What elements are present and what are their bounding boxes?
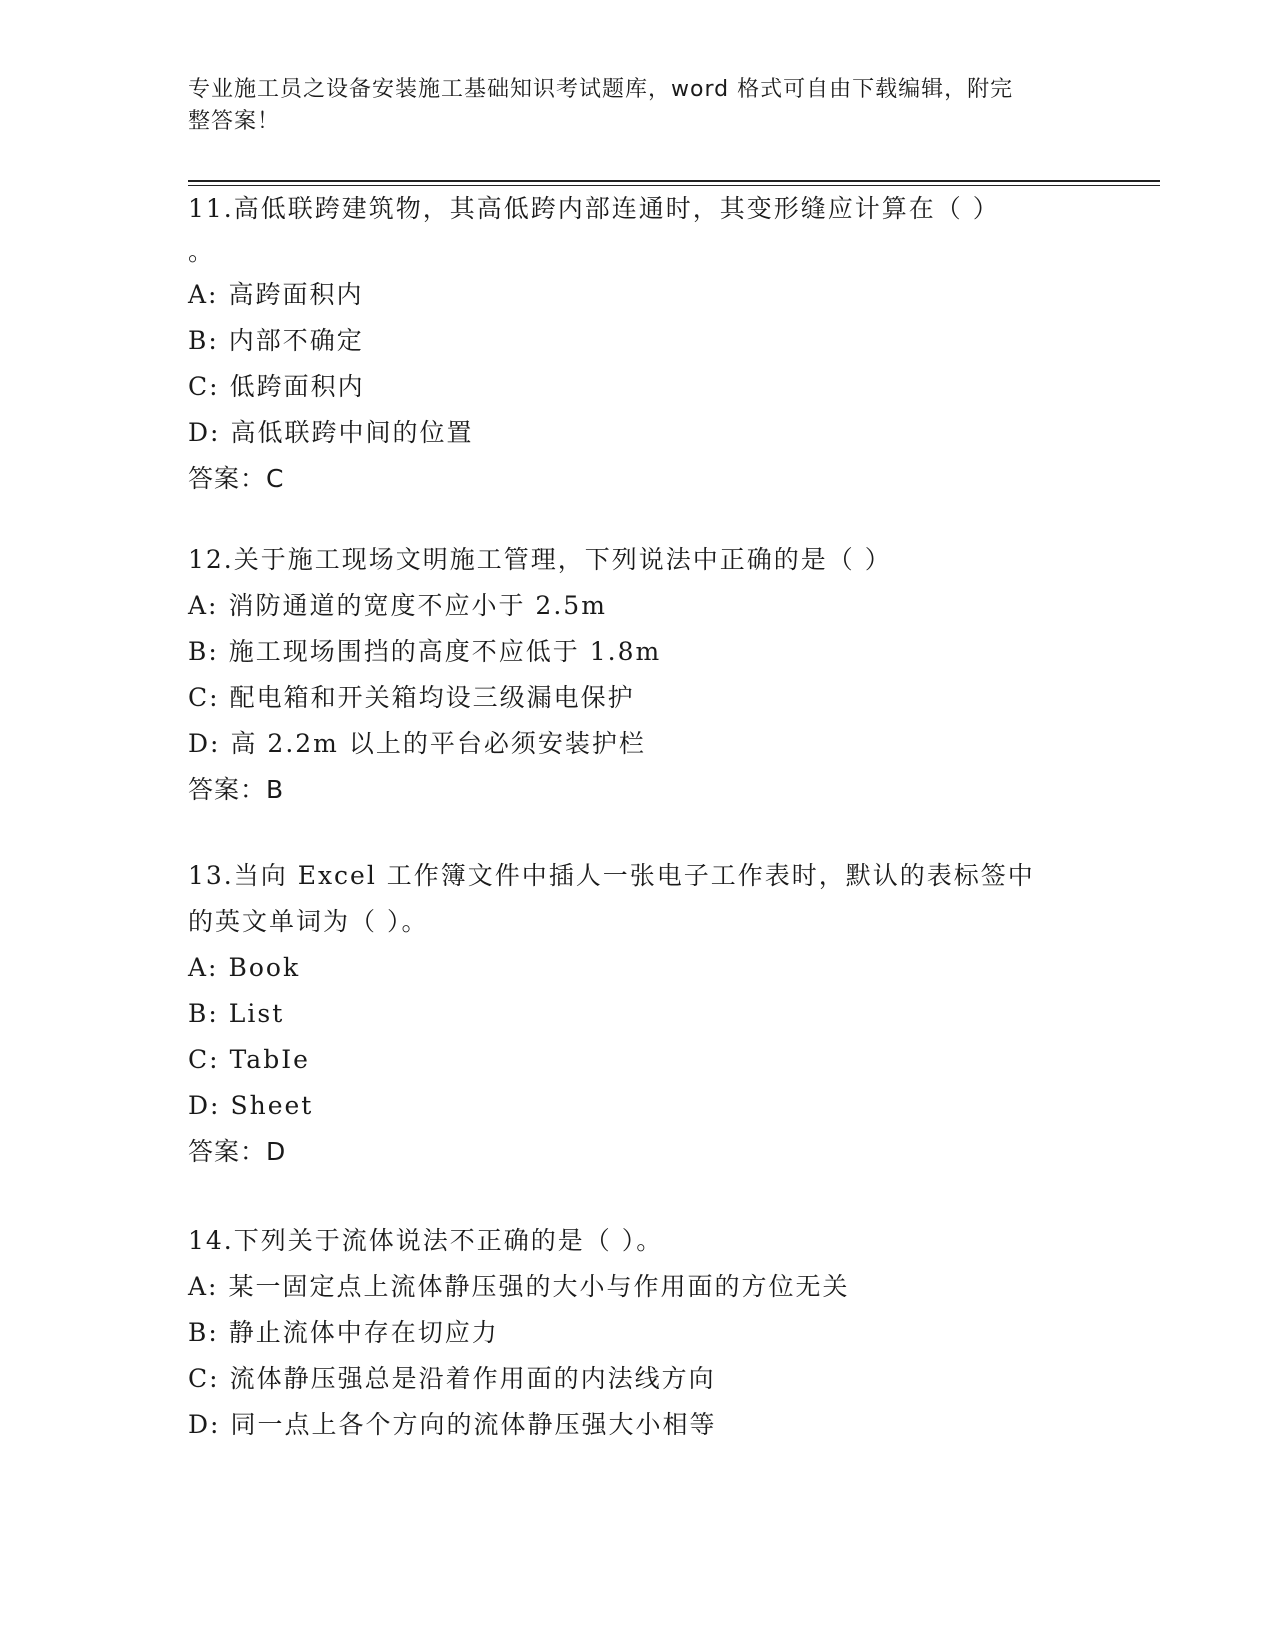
option-b: B: 施工现场围挡的高度不应低于 1.8m	[188, 637, 662, 666]
document-header	[188, 74, 1088, 138]
question-11	[188, 186, 1088, 502]
option-b: B: 静止流体中存在切应力	[188, 1318, 499, 1347]
option-c: C: TabIe	[188, 1045, 310, 1074]
question-13	[188, 853, 1088, 1175]
answer: 答案：D	[188, 1137, 287, 1166]
option-c: C: 流体静压强总是沿着作用面的内法线方向	[188, 1364, 716, 1393]
question-12	[188, 537, 1088, 813]
option-d: D: Sheet	[188, 1091, 314, 1120]
option-a: A: 消防通道的宽度不应小于 2.5m	[188, 591, 607, 620]
question-stem-continued: 。	[188, 237, 216, 266]
question-14	[188, 1218, 1088, 1448]
question-stem: 14.下列关于流体说法不正确的是（ ）。	[188, 1226, 664, 1255]
option-d: D: 高 2.2m 以上的平台必须安装护栏	[188, 729, 646, 758]
option-c: C: 配电箱和开关箱均设三级漏电保护	[188, 683, 635, 712]
question-stem: 11.高低联跨建筑物，其高低跨内部连通时，其变形缝应计算在（ ）	[188, 194, 1000, 223]
option-c: C: 低跨面积内	[188, 372, 365, 401]
option-b: B: List	[188, 999, 285, 1028]
option-d: D: 同一点上各个方向的流体静压强大小相等	[188, 1410, 717, 1439]
question-stem: 13.当向 Excel 工作簿文件中插人一张电子工作表时，默认的表标签中	[188, 861, 1035, 890]
option-b: B: 内部不确定	[188, 326, 364, 355]
answer: 答案：B	[188, 775, 285, 804]
answer: 答案：C	[188, 464, 285, 493]
question-stem-continued: 的英文单词为（ ）。	[188, 907, 429, 936]
option-d: D: 高低联跨中间的位置	[188, 418, 474, 447]
option-a: A: 高跨面积内	[188, 280, 364, 309]
header-line-1: 专业施工员之设备安装施工基础知识考试题库，word 格式可自由下载编辑，附完	[188, 77, 1014, 102]
header-divider-thick	[188, 180, 1160, 182]
question-stem: 12.关于施工现场文明施工管理，下列说法中正确的是（ ）	[188, 545, 892, 574]
option-a: A: Book	[188, 953, 301, 982]
option-a: A: 某一固定点上流体静压强的大小与作用面的方位无关	[188, 1272, 850, 1301]
header-line-2: 整答案！	[188, 109, 281, 134]
